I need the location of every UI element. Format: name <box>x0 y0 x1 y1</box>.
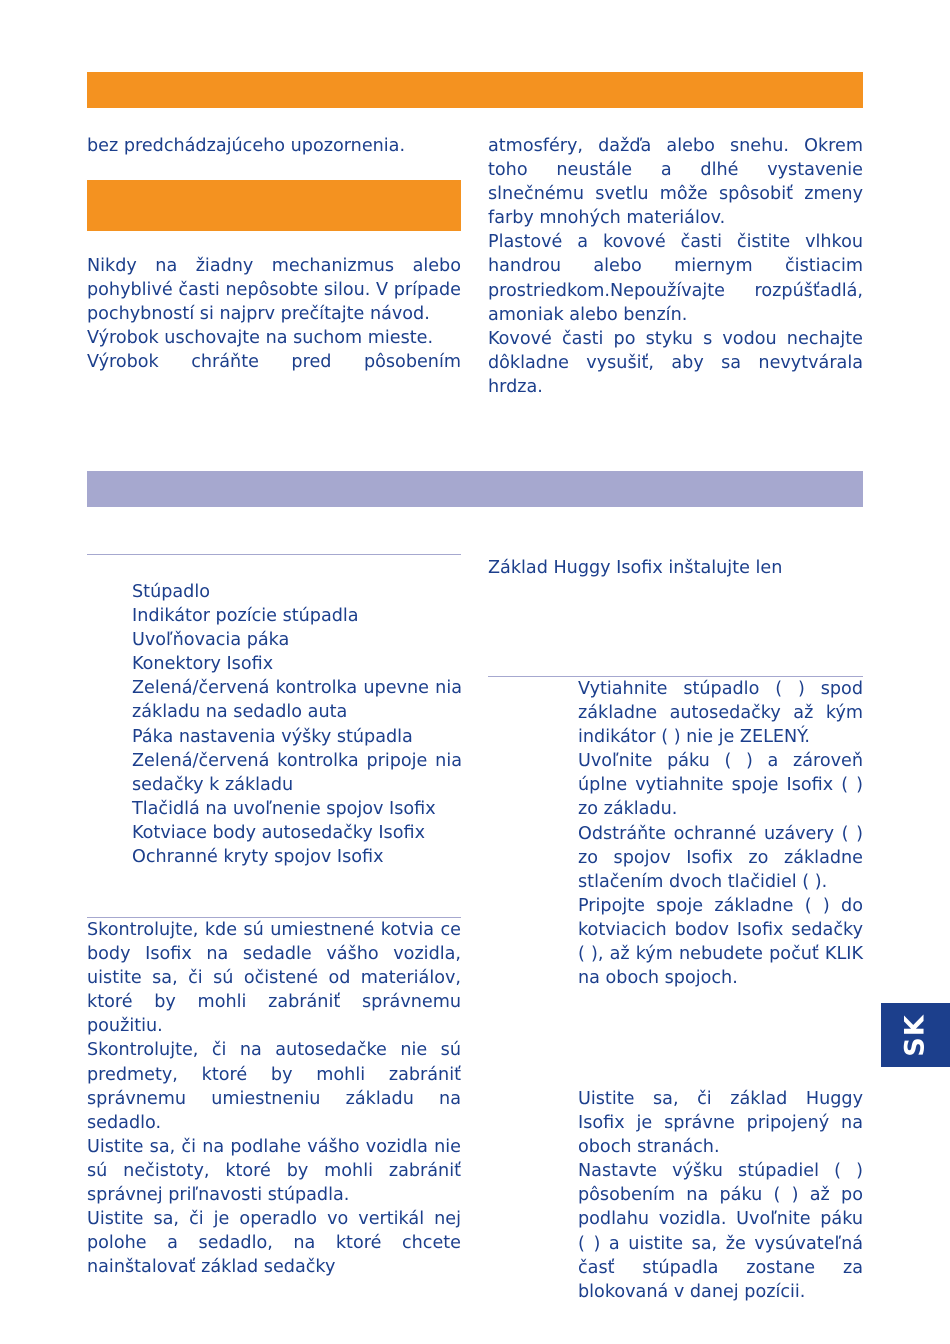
check-paragraph: Skontrolujte, kde sú umiestnené kotvia ce body Isofix na sedadle vášho vozidla, uistite sa, či sú očistené od materiálov, ktoré by mohli zabrániť správnemu použitiu. <box>87 920 461 1037</box>
list-item: Stúpadlo <box>132 582 210 602</box>
list-item: Zelená/červená kontrolka upevne nia základu na sedadlo auta <box>132 678 462 723</box>
install-steps-2 <box>488 1087 863 1304</box>
paragraph-no-force: Nikdy na žiadny mechanizmus alebo pohyblivé časti nepôsobte silou. V prípade pochybností si najprv prečítajte návod. <box>87 256 461 325</box>
paragraph-rust: Kovové časti po styku s vodou nechajte dôkladne vysušiť, aby sa nevytvárala hrdza. <box>488 328 863 397</box>
language-tab-label: SK <box>900 1013 931 1057</box>
paragraph-weather: atmosféry, dažďa alebo snehu. Okrem toho neustále a dlhé vystavenie slnečnému svetlu môže spôsobiť zmeny farby mnohých materiálov. <box>488 136 863 229</box>
top-left-column <box>87 134 461 158</box>
divider-left-parts <box>87 554 461 555</box>
install-step: Uvoľnite páku ( ) a zároveň úplne vytiahnite spoje Isofix ( ) zo základu. <box>578 751 863 820</box>
top-header-bar <box>87 72 863 108</box>
check-paragraph: Skontrolujte, či na autosedačke nie sú predmety, ktoré by mohli zabrániť správnemu umiestneniu základu na sedadlo. <box>87 1040 461 1133</box>
checks-column <box>87 918 461 1279</box>
left-subheader-bar <box>87 180 461 231</box>
check-paragraph: Uistite sa, či je operadlo vo vertikál nej polohe a sedadlo, na ktoré chcete nainštalovať základ sedačky <box>87 1209 461 1278</box>
top-right-column <box>488 134 863 399</box>
section-header-bar <box>87 471 863 507</box>
top-left-column-2 <box>87 254 461 374</box>
list-item: Uvoľňovacia páka <box>132 630 290 651</box>
list-item: Kotviace body autosedačky Isofix <box>132 822 425 843</box>
install-steps <box>488 677 863 990</box>
parts-list <box>132 580 462 869</box>
list-item: Zelená/červená kontrolka pripoje nia sedačky k základu <box>132 750 462 795</box>
check-paragraph: Uistite sa, či na podlahe vášho vozidla nie sú nečistoty, ktoré by mohli zabrániť správnej priľnavosti stúpadla. <box>87 1136 461 1206</box>
install-step: Nastavte výšku stúpadiel ( ) pôsobením na páku ( ) až po podlahu vozidla. Uvoľnite páku ( ) a uistite sa, že vysúvateľná časť stúpadla zostane za blokovaná v danej pozícii. <box>578 1161 863 1302</box>
list-item: Tlačidlá na uvoľnenie spojov Isofix <box>132 798 436 819</box>
paragraph-cleaning: Plastové a kovové časti čistite vlhkou handrou alebo miernym čistiacim prostriedkom.Nepoužívajte rozpúšťadlá, amoniak alebo benzín. <box>488 232 863 325</box>
install-step: Uistite sa, či základ Huggy Isofix je správne pripojený na oboch stranách. <box>578 1089 863 1158</box>
paragraph-dry-storage: Výrobok uschovajte na suchom mieste. <box>87 328 434 349</box>
install-step: Odstráňte ochranné uzávery ( ) zo spojov Isofix zo základne stlačením dvoch tlačidiel ( ). <box>578 823 863 892</box>
install-step: Vytiahnite stúpadlo ( ) spod základne autosedačky až kým indikátor ( ) nie je ZELENÝ. <box>578 679 863 748</box>
paragraph-protect: Výrobok chráňte pred pôsobením <box>87 352 461 373</box>
list-item: Páka nastavenia výšky stúpadla <box>132 726 413 747</box>
install-intro <box>488 556 863 580</box>
list-item: Konektory Isofix <box>132 654 274 675</box>
paragraph-notice: bez predchádzajúceho upozornenia. <box>87 136 406 156</box>
install-step: Pripojte spoje základne ( ) do kotviacich bodov Isofix sedačky ( ), až kým nebudete počuť KLIK na oboch spojoch. <box>578 895 863 989</box>
language-tab <box>881 1003 950 1067</box>
list-item: Indikátor pozície stúpadla <box>132 606 359 627</box>
install-intro-text: Základ Huggy Isofix inštalujte len <box>488 558 783 578</box>
list-item: Ochranné kryty spojov Isofix <box>132 847 384 868</box>
